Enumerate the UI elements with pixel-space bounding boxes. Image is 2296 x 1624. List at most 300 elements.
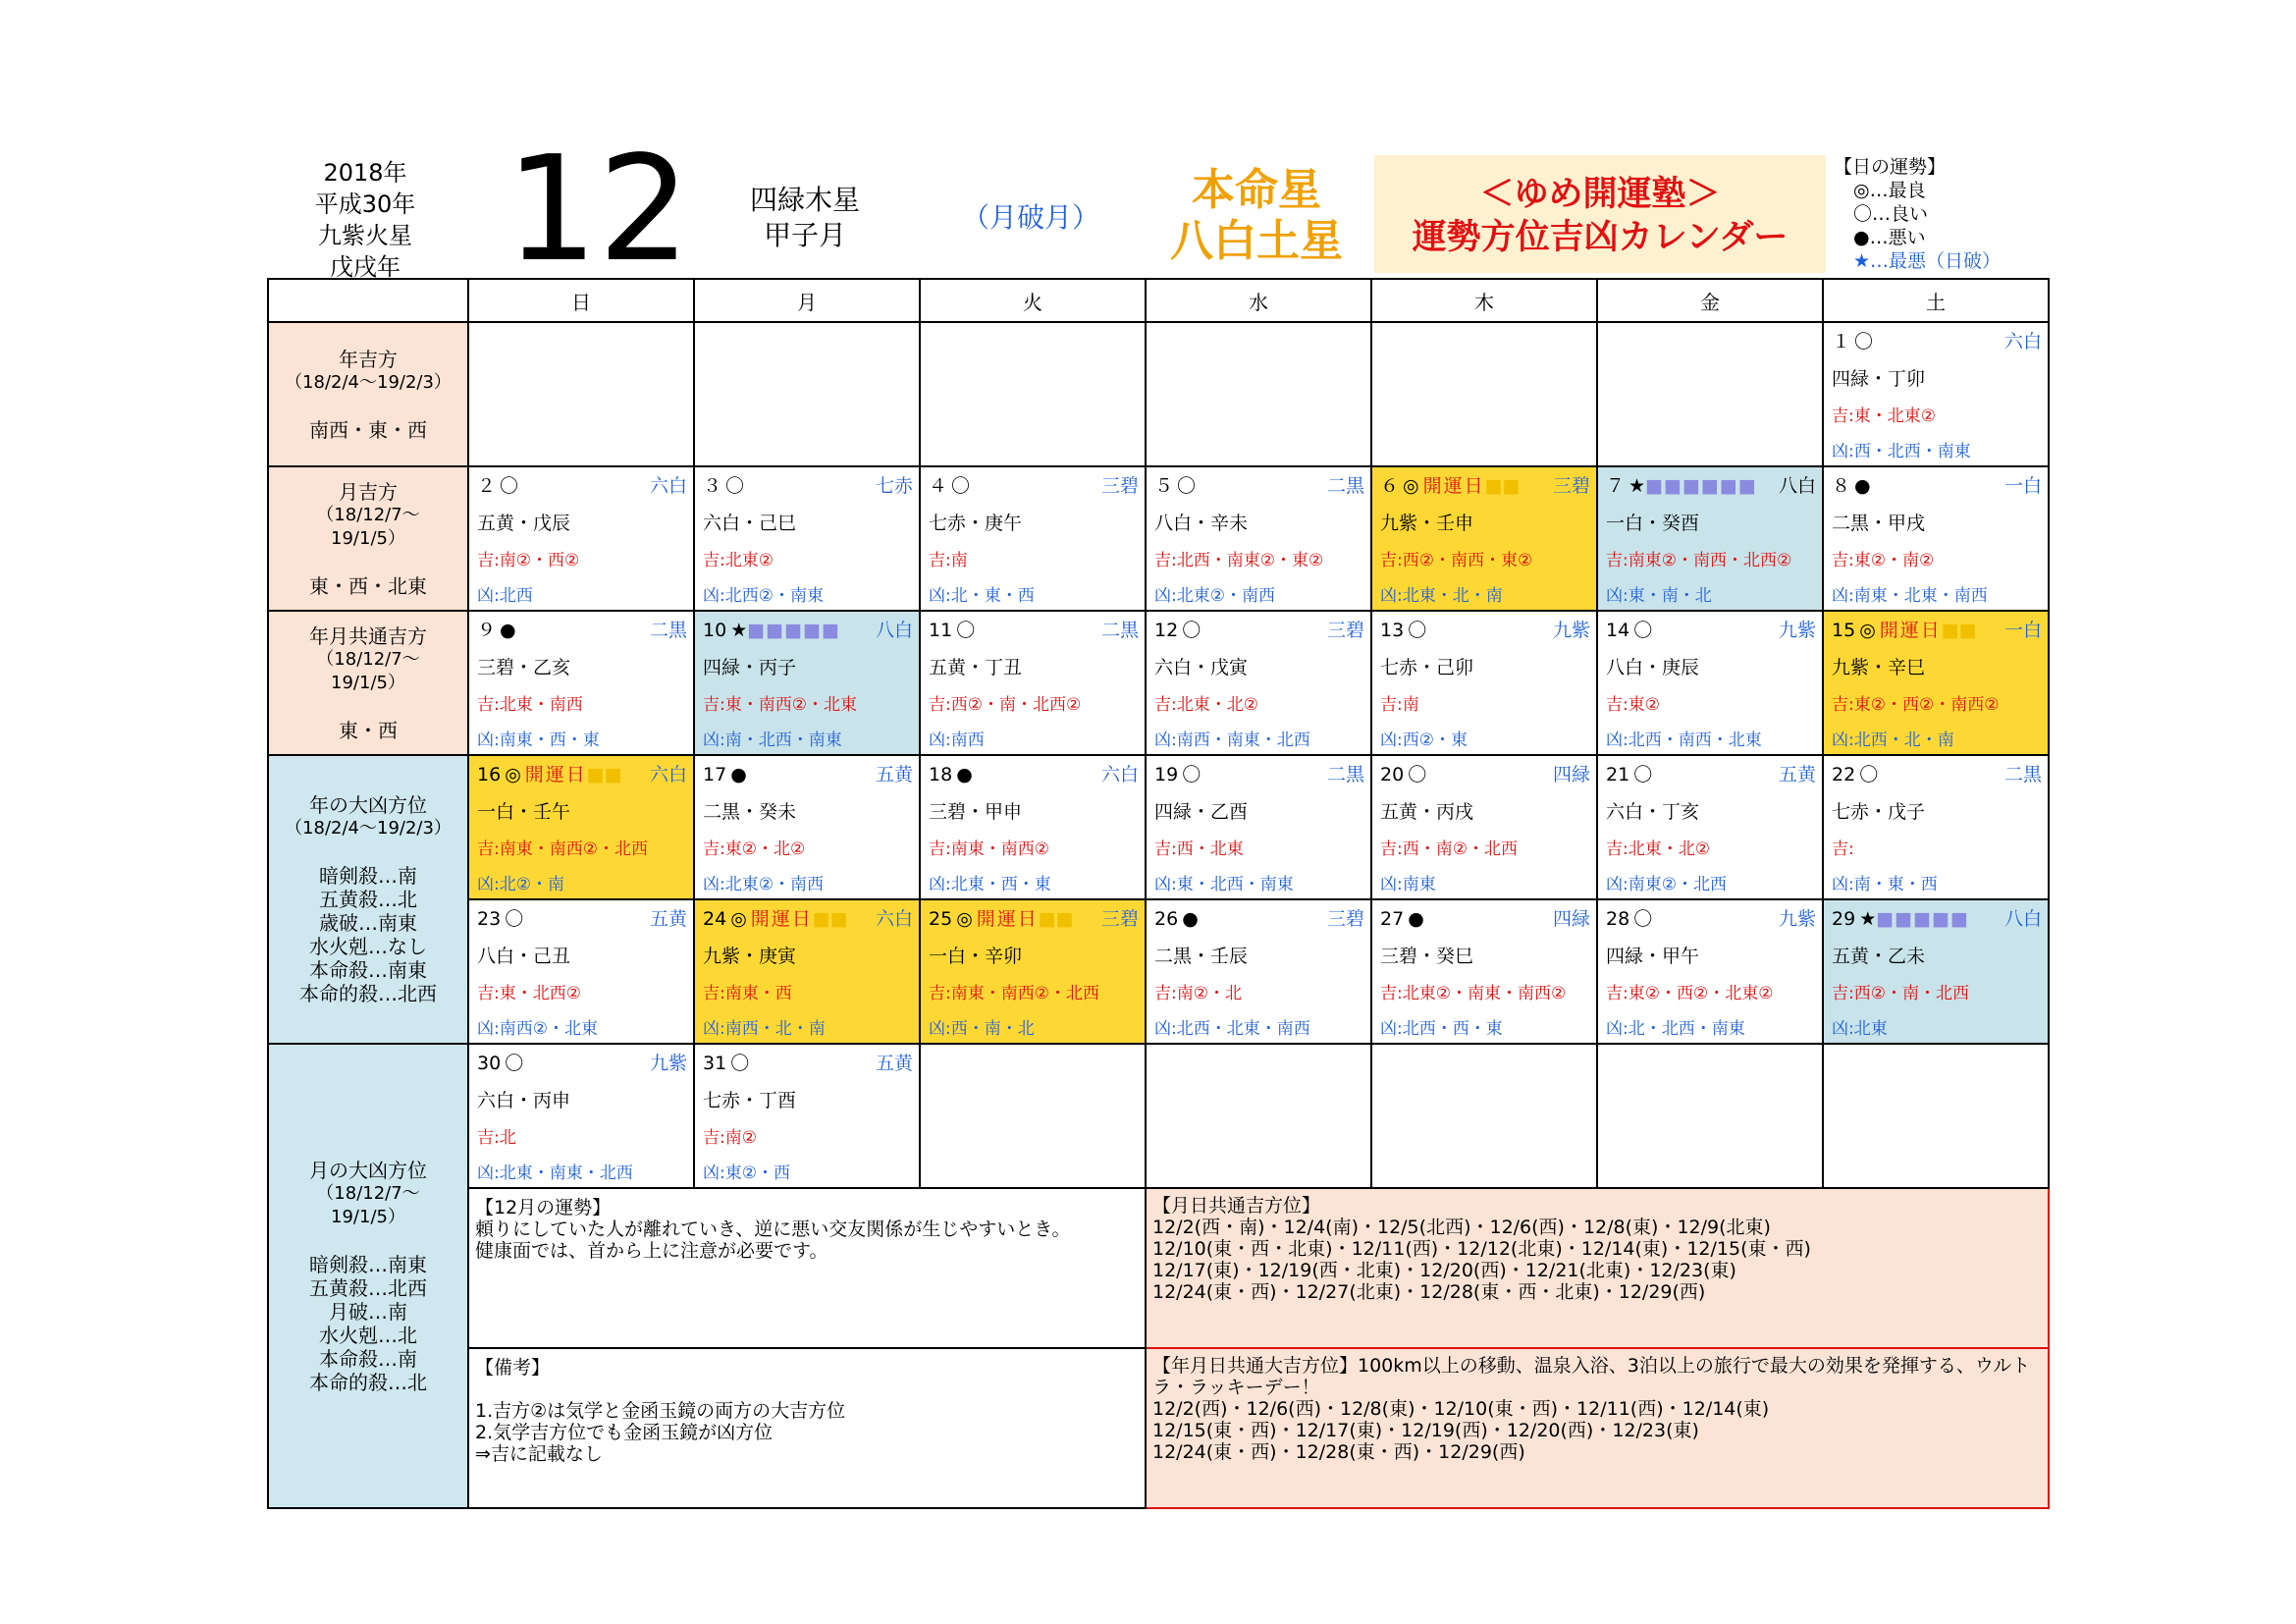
day-header: [1380, 473, 1590, 499]
unlucky-directions: 凶:北東②・南西: [703, 875, 824, 894]
day-cell: [1146, 466, 1371, 611]
fortune-mark: ◎: [1403, 475, 1419, 497]
unlucky-directions: 凶:北東・南東・北西: [477, 1164, 633, 1183]
weekday-header: 火: [920, 279, 1146, 322]
day-header: [1832, 473, 2042, 499]
day-kanshi: 九紫・庚寅: [703, 946, 797, 967]
fortune-mark: ◎: [956, 908, 973, 930]
day-header: [1606, 473, 1816, 499]
lucky-directions: 吉:西②・南・北西②: [929, 695, 1082, 715]
note-line: 12/2(西・南)・12/4(南)・12/5(北西)・12/6(西)・12/8(東)・12/9(北東): [1152, 1217, 1771, 1238]
note-title: 【年月日共通大吉方位】100km以上の移動、温泉入浴、3泊以上の旅行で最大の効果を発揮する、ウルトラ・ラッキーデー！: [1152, 1355, 2031, 1398]
side-label-item: 暗剣殺…南東: [309, 1252, 427, 1276]
day-kanshi: 五黄・戊辰: [477, 513, 571, 534]
note-line: 12/24(東・西)・12/28(東・西)・12/29(西): [1152, 1441, 1525, 1463]
day-header: [477, 906, 687, 932]
day-cell: [1597, 899, 1823, 1044]
fortune-mark: ●: [1182, 908, 1199, 930]
day-kanshi: 九紫・壬申: [1380, 513, 1474, 534]
week-row: [268, 611, 2049, 755]
side-label: [268, 1044, 468, 1508]
month-day-common-note: [1146, 1188, 2049, 1348]
note-line: 12/2(西)・12/6(西)・12/8(東)・12/10(東・西)・12/11(西)・12/14(東): [1152, 1398, 1770, 1420]
day-kanshi: 三碧・甲申: [929, 801, 1023, 823]
note-line: ⇒吉に記載なし: [475, 1443, 603, 1465]
unlucky-directions: 凶:北東・北・南: [1380, 586, 1503, 606]
unlucky-directions: 凶:南西・南東・北西: [1154, 731, 1310, 750]
lucky-directions: 吉:南東・南西②・北西: [929, 984, 1099, 1003]
day-cell: [694, 755, 920, 899]
day-kanshi: 二黒・甲戌: [1832, 513, 1926, 534]
weekday-header: 木: [1371, 279, 1597, 322]
empty-cell: [1146, 322, 1371, 466]
note-line: 12/15(東・西)・12/17(東)・12/19(西)・12/20(西)・12/23(東): [1152, 1420, 1699, 1441]
lucky-directions: 吉:南東②・南西・北西②: [1606, 551, 1792, 570]
side-label-range: 19/1/5）: [331, 527, 405, 549]
day-star: 五黄: [649, 908, 687, 930]
empty-cell: [1371, 1044, 1597, 1188]
day-number: 17: [703, 764, 727, 785]
day-cell: [920, 899, 1146, 1044]
unlucky-directions: 凶:南西・北・南: [703, 1019, 826, 1039]
side-label-item: 本命殺…南東: [309, 958, 427, 982]
side-label-item: 水火剋…なし: [309, 935, 427, 958]
year-line: 九紫火星: [318, 222, 412, 249]
day-number: 21: [1606, 764, 1630, 785]
unlucky-directions: 凶:南・東・西: [1832, 875, 1938, 894]
day-kanshi: 一白・辛卯: [929, 946, 1023, 967]
lucky-directions: 吉:南②・北: [1154, 984, 1242, 1003]
day-star: 八白: [1778, 475, 1816, 497]
kaiun-label: 開運日: [1422, 475, 1485, 497]
legend-item: 〇…良い: [1853, 203, 1929, 225]
day-kanshi: 六白・丙申: [477, 1090, 571, 1111]
day-cell: [694, 611, 920, 755]
unlucky-directions: 凶:北西・北東・南西: [1154, 1019, 1310, 1039]
day-number: 23: [477, 908, 502, 930]
corner-cell: [268, 279, 468, 322]
day-header: [1832, 618, 2042, 643]
lucky-directions: 吉:東・北西②: [477, 984, 581, 1003]
side-label-item: 月破…南: [329, 1299, 407, 1324]
day-kanshi: 六白・己巳: [703, 513, 797, 534]
lucky-directions: 吉:: [1832, 839, 1854, 859]
month-number: 12: [506, 125, 691, 294]
day-header: [477, 618, 687, 643]
day-star: 九紫: [1778, 908, 1816, 930]
side-label-item: 五黄殺…北西: [309, 1275, 427, 1300]
legend-item: 【日の運勢】: [1834, 156, 1947, 178]
highlight-squares: ■■: [812, 908, 848, 930]
fortune-mark: 〇: [1182, 764, 1201, 785]
kaiun-label: 開運日: [524, 764, 587, 785]
day-cell: [694, 466, 920, 611]
note-line: 12/10(東・西・北東)・12/11(西)・12/12(北東)・12/14(東)・12/15(東・西): [1152, 1238, 1811, 1260]
notes-row: [268, 1188, 2049, 1348]
day-kanshi: 七赤・庚午: [929, 513, 1023, 534]
side-label-dirs: 東・西・北東: [309, 573, 427, 598]
fortune-mark: 〇: [730, 1053, 750, 1074]
day-star: 三碧: [1326, 908, 1364, 930]
weekday-header: 月: [694, 279, 920, 322]
fortune-mark: ●: [956, 764, 973, 785]
fortune-mark: 〇: [1633, 764, 1653, 785]
day-cell: [920, 466, 1146, 611]
note-title: 【12月の運勢】: [475, 1197, 612, 1218]
day-header: [703, 1051, 913, 1076]
side-label: [268, 611, 468, 755]
day-star: 四緑: [1552, 764, 1590, 785]
fortune-mark: ◎: [730, 908, 747, 930]
day-star: 九紫: [649, 1053, 687, 1074]
side-label-dirs: 南西・東・西: [309, 417, 427, 442]
month-star: [717, 183, 893, 253]
fortune-mark: 〇: [1854, 331, 1874, 352]
lucky-directions: 吉:南: [1380, 695, 1419, 715]
day-kanshi: 六白・戊寅: [1154, 657, 1249, 678]
empty-cell: [1371, 322, 1597, 466]
day-star: 四緑: [1552, 908, 1590, 930]
fortune-mark: ◎: [1859, 620, 1876, 641]
lucky-directions: 吉:東②・西②・北東②: [1606, 984, 1774, 1003]
day-kanshi: 四緑・甲午: [1606, 946, 1700, 967]
day-number: ６: [1380, 475, 1400, 497]
month-star-line: 四緑木星: [749, 184, 860, 216]
side-label-title: 年月共通吉方: [309, 623, 427, 648]
day-number: 15: [1832, 620, 1856, 641]
fortune-mark: 〇: [1408, 620, 1427, 641]
week-row: [268, 322, 2049, 466]
day-cell: [1597, 611, 1823, 755]
day-star: 六白: [1100, 764, 1139, 785]
unlucky-directions: 凶:東②・西: [703, 1164, 790, 1183]
lucky-directions: 吉:南②・西②: [477, 551, 580, 570]
lucky-directions: 吉:西②・南西・東②: [1380, 551, 1533, 570]
day-header: [1380, 906, 1590, 932]
day-header: [1154, 473, 1364, 499]
day-star: 二黒: [649, 620, 687, 641]
day-cell: [1823, 755, 2049, 899]
side-label-item: 歳破…南東: [319, 911, 417, 935]
day-header: [703, 618, 913, 643]
day-cell: [468, 611, 694, 755]
day-number: 22: [1832, 764, 1856, 785]
calendar-title: [1374, 155, 1826, 273]
side-label: [268, 755, 468, 1044]
day-star: 六白: [649, 475, 687, 497]
day-star: 八白: [2003, 908, 2042, 930]
day-kanshi: 七赤・己卯: [1380, 657, 1474, 678]
day-number: 31: [703, 1053, 727, 1074]
kaiun-label: 開運日: [1879, 620, 1942, 641]
day-star: 三碧: [1552, 475, 1590, 497]
honmei-star: [1158, 165, 1355, 267]
day-star: 六白: [649, 764, 687, 785]
day-cell: [1146, 611, 1371, 755]
side-label-range: 19/1/5）: [331, 1206, 405, 1227]
highlight-squares: ■■■■■■: [1645, 475, 1757, 497]
calendar-grid: [267, 278, 2050, 1509]
day-number: ８: [1832, 475, 1851, 497]
side-label-item: 水火剋…北: [319, 1323, 417, 1347]
lucky-directions: 吉:南東・西: [703, 984, 792, 1003]
day-number: 25: [929, 908, 953, 930]
day-cell: [1823, 899, 2049, 1044]
note-line: 健康面では、首から上に注意が必要です。: [475, 1240, 828, 1262]
legend-item: ●…悪い: [1853, 227, 1926, 248]
honmei-line: 本命星: [1192, 165, 1321, 215]
lucky-directions: 吉:南: [929, 551, 968, 570]
unlucky-directions: 凶:東・北西・南東: [1154, 875, 1294, 894]
day-cell: [1823, 466, 2049, 611]
legend-item: ★…最悪（日破）: [1853, 250, 2002, 272]
lucky-directions: 吉:西②・南・北西: [1832, 984, 1969, 1003]
day-header: [703, 762, 913, 787]
day-kanshi: 六白・丁亥: [1606, 801, 1700, 823]
side-label-range: （18/12/7～: [316, 1182, 420, 1204]
day-number: 16: [477, 764, 502, 785]
day-cell: [468, 1044, 694, 1188]
day-number: ４: [929, 475, 948, 497]
day-cell: [1146, 899, 1371, 1044]
week-row: [268, 755, 2049, 899]
day-kanshi: 八白・己丑: [477, 946, 571, 967]
day-cell: [920, 755, 1146, 899]
lucky-directions: 吉:東②・南②: [1832, 551, 1935, 570]
honmei-line: 八白土星: [1170, 216, 1343, 266]
unlucky-directions: 凶:北西・西・東: [1380, 1019, 1503, 1039]
fortune-mark: 〇: [1633, 620, 1653, 641]
lucky-directions: 吉:東・南西②・北東: [703, 695, 857, 715]
day-cell: [1823, 322, 2049, 466]
unlucky-directions: 凶:北東: [1832, 1019, 1888, 1039]
unlucky-directions: 凶:南西②・北東: [477, 1019, 598, 1039]
day-header: [1380, 762, 1590, 787]
note-line: 12/17(東)・12/19(西・北東)・12/20(西)・12/21(北東)・12/23(東): [1152, 1260, 1736, 1281]
note-line: 2.気学吉方位でも金函玉鏡が凶方位: [475, 1422, 774, 1443]
day-cell: [1371, 611, 1597, 755]
unlucky-directions: 凶:南西: [929, 731, 985, 750]
day-header: [1832, 762, 2042, 787]
side-label-title: 月の大凶方位: [309, 1158, 427, 1182]
side-label-range: 19/1/5）: [331, 672, 405, 693]
day-header: [703, 906, 913, 932]
day-star: 二黒: [1326, 764, 1364, 785]
day-cell: [694, 1044, 920, 1188]
empty-cell: [1597, 1044, 1823, 1188]
day-kanshi: 五黄・丙戌: [1380, 801, 1474, 823]
day-cell: [468, 466, 694, 611]
day-number: 10: [703, 620, 727, 641]
year-line: 平成30年: [314, 190, 416, 218]
day-header: [477, 1051, 687, 1076]
day-number: 28: [1606, 908, 1630, 930]
day-cell: [1371, 466, 1597, 611]
unlucky-directions: 凶:北・東・西: [929, 586, 1035, 606]
side-label-item: 本命殺…南: [319, 1346, 417, 1371]
unlucky-directions: 凶:南東・西・東: [477, 731, 600, 750]
fortune-mark: 〇: [725, 475, 745, 497]
side-label-title: 年吉方: [339, 347, 398, 371]
highlight-squares: ■■: [1038, 908, 1074, 930]
weekday-header: 水: [1146, 279, 1371, 322]
day-kanshi: 三碧・乙亥: [477, 657, 571, 678]
day-cell: [1597, 755, 1823, 899]
day-kanshi: 五黄・乙未: [1832, 946, 1926, 967]
day-header: [929, 618, 1139, 643]
day-star: 二黒: [1100, 620, 1139, 641]
biko-note: [468, 1348, 1146, 1508]
day-number: ５: [1154, 475, 1174, 497]
lucky-directions: 吉:北東②・南東・南西②: [1380, 984, 1567, 1003]
note-line: 1.吉方②は気学と金函玉鏡の両方の大吉方位: [475, 1400, 846, 1422]
day-number: ９: [477, 620, 497, 641]
day-number: 26: [1154, 908, 1179, 930]
unlucky-directions: 凶:南東: [1380, 875, 1436, 894]
day-number: 27: [1380, 908, 1405, 930]
day-kanshi: 五黄・丁丑: [929, 657, 1023, 678]
lucky-directions: 吉:北東・北②: [1154, 695, 1258, 715]
day-kanshi: 七赤・丁酉: [703, 1090, 797, 1111]
day-star: 一白: [2003, 475, 2042, 497]
side-label-title: 月吉方: [339, 479, 398, 504]
day-header: [1832, 329, 2042, 354]
side-label-item: 五黄殺…北: [319, 888, 417, 911]
fortune-mark: 〇: [951, 475, 971, 497]
day-star: 七赤: [875, 475, 913, 497]
note-line: 12/24(東・西)・12/27(北東)・12/28(東・西・北東)・12/29(西): [1152, 1281, 1706, 1303]
spacer: [475, 1379, 1139, 1400]
day-star: 六白: [2003, 331, 2042, 352]
day-cell: [694, 899, 920, 1044]
day-cell: [1371, 899, 1597, 1044]
day-number: 19: [1154, 764, 1179, 785]
spacer: [269, 840, 467, 864]
day-number: ２: [477, 475, 497, 497]
fortune-mark: 〇: [1633, 908, 1653, 930]
day-header: [929, 906, 1139, 932]
day-number: 20: [1380, 764, 1405, 785]
day-number: 24: [703, 908, 727, 930]
lucky-directions: 吉:北東・北②: [1606, 839, 1710, 859]
fortune-mark: ●: [500, 620, 516, 641]
day-star: 五黄: [1778, 764, 1816, 785]
day-number: １: [1832, 331, 1851, 352]
day-header: [1606, 618, 1816, 643]
spacer: [269, 1229, 467, 1253]
day-kanshi: 二黒・壬辰: [1154, 946, 1249, 967]
unlucky-directions: 凶:北・北西・南東: [1606, 1019, 1745, 1039]
side-label-title: 年の大凶方位: [309, 793, 427, 817]
lucky-directions: 吉:南東・南西②: [929, 839, 1049, 859]
side-label-item: 本命的殺…北西: [299, 982, 437, 1005]
unlucky-directions: 凶:南東・北東・南西: [1832, 586, 1988, 606]
day-header: [477, 473, 687, 499]
month-star-line: 甲子月: [763, 219, 846, 251]
side-label: [268, 466, 468, 611]
unlucky-directions: 凶:北東②・南西: [1154, 586, 1275, 606]
highlight-squares: ■■■■■: [747, 620, 840, 641]
side-label-dirs: 東・西: [339, 718, 398, 742]
year-month-day-common-note: [1146, 1348, 2049, 1508]
lucky-directions: 吉:東②: [1606, 695, 1660, 715]
fortune-mark: ★: [730, 620, 748, 641]
empty-cell: [694, 322, 920, 466]
unlucky-directions: 凶:北西: [477, 586, 533, 606]
day-kanshi: 七赤・戊子: [1832, 801, 1926, 823]
unlucky-directions: 凶:南東②・北西: [1606, 875, 1727, 894]
day-header: [1380, 618, 1590, 643]
empty-cell: [920, 1044, 1146, 1188]
day-star: 六白: [875, 908, 913, 930]
fortune-mark: ●: [1854, 475, 1871, 497]
fortune-mark: ●: [730, 764, 747, 785]
day-number: 30: [477, 1053, 502, 1074]
day-number: 11: [929, 620, 953, 641]
day-kanshi: 四緑・丁卯: [1832, 368, 1926, 390]
day-number: 13: [1380, 620, 1405, 641]
kaiun-label: 開運日: [976, 908, 1039, 930]
spacer: [269, 395, 467, 418]
fortune-mark: 〇: [1408, 764, 1427, 785]
unlucky-directions: 凶:北東・西・東: [929, 875, 1051, 894]
unlucky-directions: 凶:北西・北・南: [1832, 731, 1954, 750]
day-star: 五黄: [875, 1053, 913, 1074]
day-kanshi: 八白・辛未: [1154, 513, 1249, 534]
day-star: 三碧: [1100, 908, 1139, 930]
day-star: 二黒: [2003, 764, 2042, 785]
weekday-header: 金: [1597, 279, 1823, 322]
lucky-directions: 吉:西・北東: [1154, 839, 1244, 859]
fortune-mark: ★: [1859, 908, 1877, 930]
day-star: 八白: [875, 620, 913, 641]
unlucky-directions: 凶:西・北西・南東: [1832, 442, 1971, 461]
side-label-item: 暗剣殺…南: [319, 864, 417, 888]
fortune-mark: 〇: [505, 908, 524, 930]
year-info: [267, 157, 463, 283]
fortune-mark: 〇: [1182, 620, 1201, 641]
day-kanshi: 八白・庚辰: [1606, 657, 1700, 678]
day-kanshi: 四緑・丙子: [703, 657, 797, 678]
empty-cell: [1597, 322, 1823, 466]
day-header: [703, 473, 913, 499]
unlucky-directions: 凶:北②・南: [477, 875, 564, 894]
year-line: 2018年: [323, 159, 407, 187]
note-title: 【月日共通吉方位】: [1152, 1195, 1321, 1217]
day-cell: [468, 755, 694, 899]
day-header: [477, 762, 687, 787]
fortune-mark: 〇: [1177, 475, 1197, 497]
day-header: [1154, 618, 1364, 643]
side-label-range: （18/12/7～: [316, 648, 420, 670]
day-kanshi: 二黒・癸未: [703, 801, 797, 823]
day-cell: [1597, 466, 1823, 611]
empty-cell: [468, 322, 694, 466]
day-number: ７: [1606, 475, 1626, 497]
day-kanshi: 四緑・乙酉: [1154, 801, 1249, 823]
day-number: 12: [1154, 620, 1179, 641]
lucky-directions: 吉:西・南②・北西: [1380, 839, 1518, 859]
spacer: [269, 695, 467, 719]
day-kanshi: 一白・壬午: [477, 801, 571, 823]
day-cell: [1371, 755, 1597, 899]
day-header: [929, 762, 1139, 787]
lucky-directions: 吉:東・北東②: [1832, 406, 1936, 426]
highlight-squares: ■■■■■: [1876, 908, 1969, 930]
day-cell: [920, 611, 1146, 755]
weekday-header: 土: [1823, 279, 2049, 322]
day-kanshi: 三碧・癸巳: [1380, 946, 1474, 967]
